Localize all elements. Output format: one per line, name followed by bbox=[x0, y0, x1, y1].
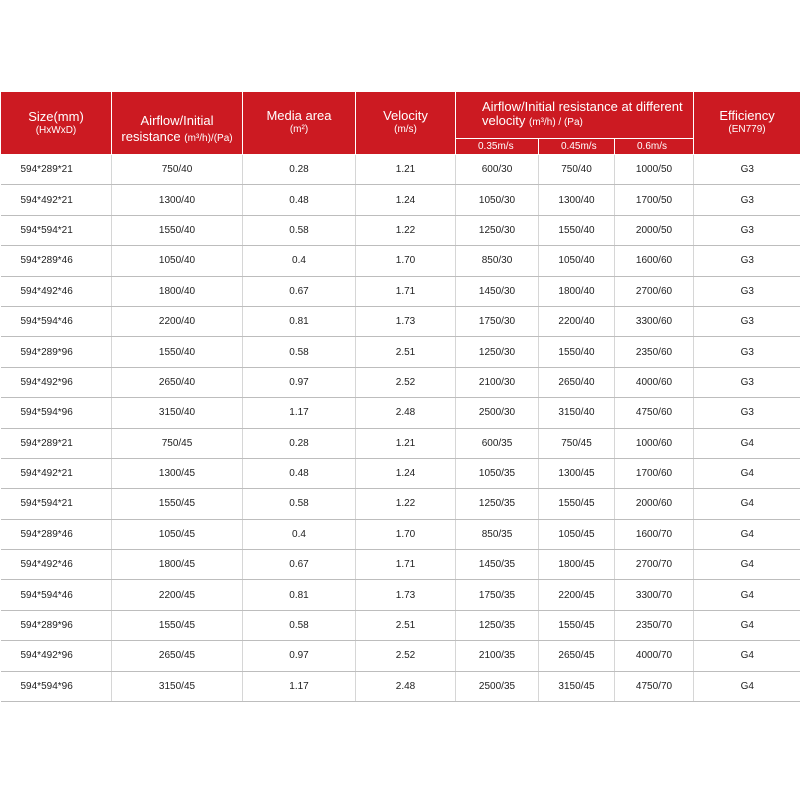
cell-media-area: 0.4 bbox=[243, 246, 356, 276]
cell-velocity: 2.48 bbox=[356, 671, 456, 701]
cell-size: 594*492*21 bbox=[1, 185, 112, 215]
cell-efficiency: G3 bbox=[694, 306, 800, 336]
cell-airflow: 2200/40 bbox=[112, 306, 243, 336]
cell-size: 594*492*21 bbox=[1, 458, 112, 488]
cell-velocity: 1.22 bbox=[356, 215, 456, 245]
cell-v045: 2200/40 bbox=[539, 306, 615, 336]
cell-efficiency: G4 bbox=[694, 610, 800, 640]
cell-velocity: 1.73 bbox=[356, 580, 456, 610]
cell-size: 594*289*96 bbox=[1, 337, 112, 367]
cell-v035: 2100/35 bbox=[456, 641, 539, 671]
header-velocity-035: 0.35m/s bbox=[456, 139, 539, 155]
cell-media-area: 1.17 bbox=[243, 398, 356, 428]
spec-table-container bbox=[0, 91, 800, 702]
cell-airflow: 2650/40 bbox=[112, 367, 243, 397]
cell-velocity: 1.70 bbox=[356, 519, 456, 549]
cell-v035: 600/30 bbox=[456, 155, 539, 185]
cell-media-area: 0.48 bbox=[243, 185, 356, 215]
cell-media-area: 0.81 bbox=[243, 580, 356, 610]
cell-media-area: 0.58 bbox=[243, 215, 356, 245]
table-row bbox=[1, 185, 800, 215]
cell-efficiency: G4 bbox=[694, 458, 800, 488]
cell-v035: 1450/30 bbox=[456, 276, 539, 306]
cell-media-area: 0.58 bbox=[243, 337, 356, 367]
cell-v045: 1800/45 bbox=[539, 550, 615, 580]
cell-efficiency: G3 bbox=[694, 337, 800, 367]
cell-airflow: 1800/40 bbox=[112, 276, 243, 306]
cell-airflow: 1050/40 bbox=[112, 246, 243, 276]
table-body bbox=[1, 155, 800, 702]
cell-v035: 2500/30 bbox=[456, 398, 539, 428]
cell-v06: 1700/50 bbox=[615, 185, 694, 215]
cell-v045: 1050/45 bbox=[539, 519, 615, 549]
cell-media-area: 0.28 bbox=[243, 155, 356, 185]
cell-size: 594*492*46 bbox=[1, 276, 112, 306]
cell-v06: 1600/70 bbox=[615, 519, 694, 549]
filter-spec-table bbox=[0, 91, 800, 702]
cell-v045: 1300/40 bbox=[539, 185, 615, 215]
table-row bbox=[1, 306, 800, 336]
cell-v045: 750/40 bbox=[539, 155, 615, 185]
cell-airflow: 1300/45 bbox=[112, 458, 243, 488]
table-header bbox=[1, 92, 800, 155]
table-row bbox=[1, 610, 800, 640]
cell-v06: 1000/50 bbox=[615, 155, 694, 185]
cell-v045: 2650/40 bbox=[539, 367, 615, 397]
cell-velocity: 1.22 bbox=[356, 489, 456, 519]
cell-efficiency: G3 bbox=[694, 367, 800, 397]
cell-velocity: 1.71 bbox=[356, 276, 456, 306]
cell-size: 594*289*21 bbox=[1, 428, 112, 458]
cell-airflow: 1800/45 bbox=[112, 550, 243, 580]
cell-v035: 1750/35 bbox=[456, 580, 539, 610]
cell-efficiency: G3 bbox=[694, 155, 800, 185]
cell-media-area: 0.97 bbox=[243, 641, 356, 671]
cell-v06: 3300/70 bbox=[615, 580, 694, 610]
cell-media-area: 0.67 bbox=[243, 550, 356, 580]
header-airflow-line1: Airflow/Initial bbox=[140, 113, 214, 128]
cell-airflow: 750/40 bbox=[112, 155, 243, 185]
cell-velocity: 2.51 bbox=[356, 337, 456, 367]
header-velocity bbox=[356, 92, 456, 155]
cell-v045: 2200/45 bbox=[539, 580, 615, 610]
cell-v06: 2350/60 bbox=[615, 337, 694, 367]
cell-v045: 1550/45 bbox=[539, 610, 615, 640]
cell-size: 594*492*96 bbox=[1, 641, 112, 671]
cell-efficiency: G4 bbox=[694, 519, 800, 549]
table-row bbox=[1, 519, 800, 549]
table-row bbox=[1, 671, 800, 701]
cell-efficiency: G3 bbox=[694, 246, 800, 276]
cell-v035: 1050/30 bbox=[456, 185, 539, 215]
cell-v045: 1300/45 bbox=[539, 458, 615, 488]
cell-velocity: 2.52 bbox=[356, 641, 456, 671]
cell-size: 594*289*21 bbox=[1, 155, 112, 185]
cell-size: 594*289*46 bbox=[1, 246, 112, 276]
table-row bbox=[1, 641, 800, 671]
cell-airflow: 1050/45 bbox=[112, 519, 243, 549]
cell-v045: 1550/45 bbox=[539, 489, 615, 519]
cell-velocity: 1.70 bbox=[356, 246, 456, 276]
cell-size: 594*594*46 bbox=[1, 580, 112, 610]
table-row bbox=[1, 580, 800, 610]
cell-velocity: 2.51 bbox=[356, 610, 456, 640]
cell-efficiency: G4 bbox=[694, 550, 800, 580]
cell-media-area: 0.58 bbox=[243, 610, 356, 640]
header-airflow-line2: resistance (m³/h)/(Pa) bbox=[121, 129, 233, 144]
cell-efficiency: G3 bbox=[694, 215, 800, 245]
cell-v06: 4000/60 bbox=[615, 367, 694, 397]
cell-media-area: 0.58 bbox=[243, 489, 356, 519]
table-row bbox=[1, 215, 800, 245]
cell-efficiency: G4 bbox=[694, 428, 800, 458]
cell-size: 594*594*96 bbox=[1, 398, 112, 428]
table-row bbox=[1, 398, 800, 428]
cell-velocity: 1.21 bbox=[356, 155, 456, 185]
cell-v035: 2100/30 bbox=[456, 367, 539, 397]
cell-v06: 2700/70 bbox=[615, 550, 694, 580]
cell-v035: 600/35 bbox=[456, 428, 539, 458]
header-media-area bbox=[243, 92, 356, 155]
cell-v06: 4750/60 bbox=[615, 398, 694, 428]
table-row bbox=[1, 337, 800, 367]
cell-airflow: 1550/45 bbox=[112, 489, 243, 519]
cell-v06: 2350/70 bbox=[615, 610, 694, 640]
cell-size: 594*594*21 bbox=[1, 215, 112, 245]
cell-media-area: 0.97 bbox=[243, 367, 356, 397]
cell-efficiency: G3 bbox=[694, 276, 800, 306]
header-diff-line1: Airflow/Initial resistance at different bbox=[482, 99, 683, 114]
table-row bbox=[1, 458, 800, 488]
cell-efficiency: G4 bbox=[694, 489, 800, 519]
header-airflow bbox=[112, 92, 243, 155]
cell-airflow: 1550/45 bbox=[112, 610, 243, 640]
cell-velocity: 1.73 bbox=[356, 306, 456, 336]
cell-v035: 1750/30 bbox=[456, 306, 539, 336]
header-different-velocity bbox=[456, 92, 694, 139]
header-size-sub: (HxWxD) bbox=[35, 125, 77, 136]
table-row bbox=[1, 155, 800, 185]
header-velocity-sub: (m/s) bbox=[394, 124, 417, 135]
cell-v06: 3300/60 bbox=[615, 306, 694, 336]
header-efficiency-label: Efficiency bbox=[719, 108, 775, 123]
cell-airflow: 2200/45 bbox=[112, 580, 243, 610]
cell-v035: 1250/30 bbox=[456, 215, 539, 245]
cell-v06: 2700/60 bbox=[615, 276, 694, 306]
cell-velocity: 1.24 bbox=[356, 458, 456, 488]
cell-media-area: 0.4 bbox=[243, 519, 356, 549]
cell-v045: 1800/40 bbox=[539, 276, 615, 306]
table-row bbox=[1, 489, 800, 519]
cell-v035: 1050/35 bbox=[456, 458, 539, 488]
cell-v045: 750/45 bbox=[539, 428, 615, 458]
header-efficiency-sub: (EN779) bbox=[728, 124, 766, 135]
cell-media-area: 0.28 bbox=[243, 428, 356, 458]
cell-media-area: 0.81 bbox=[243, 306, 356, 336]
header-size bbox=[1, 92, 112, 155]
header-media-sub: (m²) bbox=[289, 124, 309, 135]
header-velocity-06: 0.6m/s bbox=[615, 139, 694, 155]
cell-v06: 2000/50 bbox=[615, 215, 694, 245]
header-media-label: Media area bbox=[266, 108, 332, 123]
cell-v045: 1550/40 bbox=[539, 337, 615, 367]
cell-v06: 4750/70 bbox=[615, 671, 694, 701]
table-row bbox=[1, 246, 800, 276]
cell-v035: 2500/35 bbox=[456, 671, 539, 701]
cell-v06: 1700/60 bbox=[615, 458, 694, 488]
cell-efficiency: G4 bbox=[694, 671, 800, 701]
cell-media-area: 0.67 bbox=[243, 276, 356, 306]
cell-airflow: 2650/45 bbox=[112, 641, 243, 671]
table-row bbox=[1, 367, 800, 397]
cell-airflow: 3150/40 bbox=[112, 398, 243, 428]
cell-v045: 1550/40 bbox=[539, 215, 615, 245]
cell-v035: 1250/35 bbox=[456, 610, 539, 640]
cell-v06: 1600/60 bbox=[615, 246, 694, 276]
cell-v06: 1000/60 bbox=[615, 428, 694, 458]
cell-v035: 1450/35 bbox=[456, 550, 539, 580]
header-velocity-label: Velocity bbox=[383, 108, 428, 123]
cell-size: 594*289*96 bbox=[1, 610, 112, 640]
cell-airflow: 750/45 bbox=[112, 428, 243, 458]
cell-v045: 1050/40 bbox=[539, 246, 615, 276]
cell-velocity: 2.52 bbox=[356, 367, 456, 397]
cell-efficiency: G4 bbox=[694, 641, 800, 671]
cell-velocity: 2.48 bbox=[356, 398, 456, 428]
table-row bbox=[1, 276, 800, 306]
header-size-label: Size(mm) bbox=[28, 109, 84, 124]
cell-airflow: 1300/40 bbox=[112, 185, 243, 215]
cell-airflow: 1550/40 bbox=[112, 215, 243, 245]
cell-airflow: 3150/45 bbox=[112, 671, 243, 701]
cell-v045: 3150/40 bbox=[539, 398, 615, 428]
cell-v045: 3150/45 bbox=[539, 671, 615, 701]
table-row bbox=[1, 550, 800, 580]
cell-media-area: 1.17 bbox=[243, 671, 356, 701]
cell-velocity: 1.21 bbox=[356, 428, 456, 458]
cell-v045: 2650/45 bbox=[539, 641, 615, 671]
cell-v035: 850/30 bbox=[456, 246, 539, 276]
header-diff-line2: velocity (m³/h) / (Pa) bbox=[482, 113, 583, 128]
cell-velocity: 1.24 bbox=[356, 185, 456, 215]
cell-size: 594*594*21 bbox=[1, 489, 112, 519]
cell-v06: 4000/70 bbox=[615, 641, 694, 671]
cell-efficiency: G3 bbox=[694, 398, 800, 428]
cell-velocity: 1.71 bbox=[356, 550, 456, 580]
cell-v035: 850/35 bbox=[456, 519, 539, 549]
cell-size: 594*594*46 bbox=[1, 306, 112, 336]
header-velocity-045: 0.45m/s bbox=[539, 139, 615, 155]
cell-size: 594*289*46 bbox=[1, 519, 112, 549]
table-row bbox=[1, 428, 800, 458]
cell-airflow: 1550/40 bbox=[112, 337, 243, 367]
cell-v035: 1250/30 bbox=[456, 337, 539, 367]
cell-size: 594*492*96 bbox=[1, 367, 112, 397]
cell-v035: 1250/35 bbox=[456, 489, 539, 519]
header-efficiency bbox=[694, 92, 800, 155]
cell-efficiency: G3 bbox=[694, 185, 800, 215]
cell-media-area: 0.48 bbox=[243, 458, 356, 488]
cell-efficiency: G4 bbox=[694, 580, 800, 610]
cell-size: 594*594*96 bbox=[1, 671, 112, 701]
cell-size: 594*492*46 bbox=[1, 550, 112, 580]
cell-v06: 2000/60 bbox=[615, 489, 694, 519]
